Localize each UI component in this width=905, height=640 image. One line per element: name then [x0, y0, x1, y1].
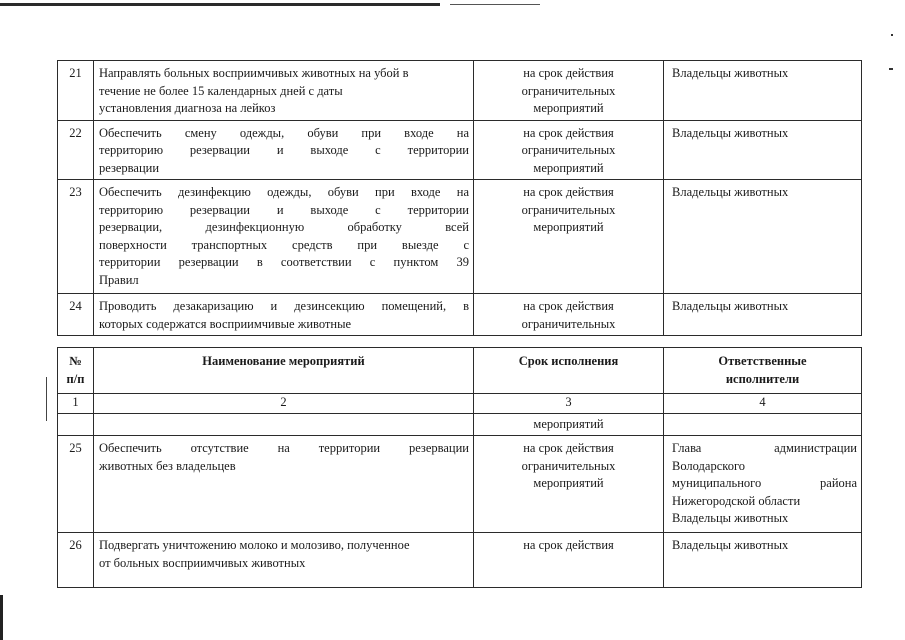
scan-artifact-top: [0, 3, 440, 6]
text-line: на срок действия: [523, 299, 614, 313]
row-number: 23: [58, 180, 94, 294]
text-line: Обеспечить дезинфекцию одежды, обуви при входе на: [99, 185, 469, 199]
text-line: территорию резервации и выходе с территории: [99, 202, 469, 217]
empty-cell: [94, 414, 474, 436]
responsible-cell: [664, 436, 862, 533]
measures-table-bottom: [57, 347, 862, 588]
table-row: [58, 61, 862, 121]
text-line: Владельцы животных: [672, 66, 789, 80]
scan-artifact-left: [0, 595, 3, 640]
text-line: Обеспечить смену одежды, обуви при входе на: [99, 125, 469, 140]
row-number: 26: [58, 533, 94, 588]
row-number: 24: [58, 294, 94, 336]
empty-cell: [664, 414, 862, 436]
responsible-cell: [664, 294, 862, 336]
text-line: Проводить дезакаризацию и дезинсекцию помещений, в: [99, 299, 469, 313]
term-continuation: мероприятий: [474, 414, 664, 436]
header-responsible: [664, 348, 862, 394]
text-line: ограничительных: [521, 458, 616, 473]
text-line: ограничительных: [521, 83, 616, 98]
text-line: мероприятий: [533, 101, 604, 115]
text-line: животных без владельцев: [99, 458, 236, 473]
table-row: [58, 180, 862, 294]
continuation-row: [58, 414, 862, 436]
responsible-cell: [664, 180, 862, 294]
column-number: 3: [474, 394, 664, 414]
text-line: Обеспечить отсутствие на территории резервации: [99, 441, 469, 455]
header-measure-name: Наименование мероприятий: [94, 348, 474, 394]
text-line: п/п: [66, 371, 85, 386]
term-cell: [474, 436, 664, 533]
text-line: установления диагноза на лейкоз: [99, 101, 276, 115]
empty-cell: [58, 414, 94, 436]
text-line: муниципального района: [672, 476, 857, 490]
measure-description: [94, 436, 474, 533]
header-number: [58, 348, 94, 394]
text-line: мероприятий: [533, 160, 604, 175]
text-line: резервации, дезинфекционную обработку всей: [99, 220, 469, 234]
measure-description: [94, 533, 474, 588]
text-line: резервации: [99, 160, 160, 175]
term-cell: [474, 533, 664, 588]
row-number: 21: [58, 61, 94, 121]
measure-description: [94, 294, 474, 336]
text-line: Владельцы животных: [672, 125, 789, 140]
table-header-row: [58, 348, 862, 394]
text-line: на срок действия: [523, 441, 614, 455]
text-line: течение не более 15 календарных дней с даты: [99, 83, 343, 98]
text-line: Владельцы животных: [672, 185, 789, 199]
measures-table-top: [57, 60, 862, 336]
text-line: Направлять больных восприимчивых животных на убой в: [99, 66, 409, 80]
row-number: 22: [58, 120, 94, 180]
text-line: Владельцы животных: [672, 511, 789, 525]
text-line: Владельцы животных: [672, 538, 789, 552]
measure-description: [94, 120, 474, 180]
term-cell: [474, 61, 664, 121]
text-line: Подвергать уничтожению молоко и молозиво, полученное: [99, 538, 410, 552]
table-row: [58, 294, 862, 336]
term-cell: [474, 120, 664, 180]
scan-artifact-mark: [46, 377, 47, 421]
text-line: поверхности транспортных средств при выезде с: [99, 237, 469, 252]
text-line: Глава администрации: [672, 441, 857, 455]
text-line: на срок действия: [523, 66, 614, 80]
text-line: которых содержатся восприимчивые животные: [99, 316, 352, 331]
responsible-cell: [664, 61, 862, 121]
column-number: 2: [94, 394, 474, 414]
text-line: на срок действия: [523, 125, 614, 140]
text-line: мероприятий: [533, 476, 604, 490]
term-cell: [474, 294, 664, 336]
text-line: на срок действия: [523, 185, 614, 199]
text-line: на срок действия: [523, 538, 614, 552]
text-line: Нижегородской области: [672, 493, 801, 508]
term-cell: [474, 180, 664, 294]
text-line: Правил: [99, 272, 139, 287]
text-line: территорию резервации и выходе с территории: [99, 143, 469, 157]
table-row: [58, 533, 862, 588]
column-number: 4: [664, 394, 862, 414]
text-line: №: [69, 354, 82, 368]
text-line: Владельцы животных: [672, 299, 789, 313]
text-line: территории резервации в соответствии с пунктом 39: [99, 255, 469, 269]
text-line: ограничительных: [521, 202, 616, 217]
scan-artifact-dot: [891, 34, 893, 36]
scan-artifact-dot: [889, 68, 893, 70]
responsible-cell: [664, 120, 862, 180]
header-term: Срок исполнения: [474, 348, 664, 394]
text-line: исполнители: [725, 371, 800, 386]
table-row: [58, 436, 862, 533]
responsible-cell: [664, 533, 862, 588]
scan-artifact-top-2: [450, 4, 540, 5]
measure-description: [94, 180, 474, 294]
text-line: ограничительных: [521, 143, 616, 157]
text-line: Володарского: [672, 458, 746, 473]
column-number: 1: [58, 394, 94, 414]
text-line: от больных восприимчивых животных: [99, 555, 306, 570]
text-line: Ответственные: [718, 354, 807, 368]
text-line: мероприятий: [533, 220, 604, 234]
measure-description: [94, 61, 474, 121]
text-line: ограничительных: [521, 316, 616, 331]
table-row: [58, 120, 862, 180]
column-number-row: [58, 394, 862, 414]
row-number: 25: [58, 436, 94, 533]
